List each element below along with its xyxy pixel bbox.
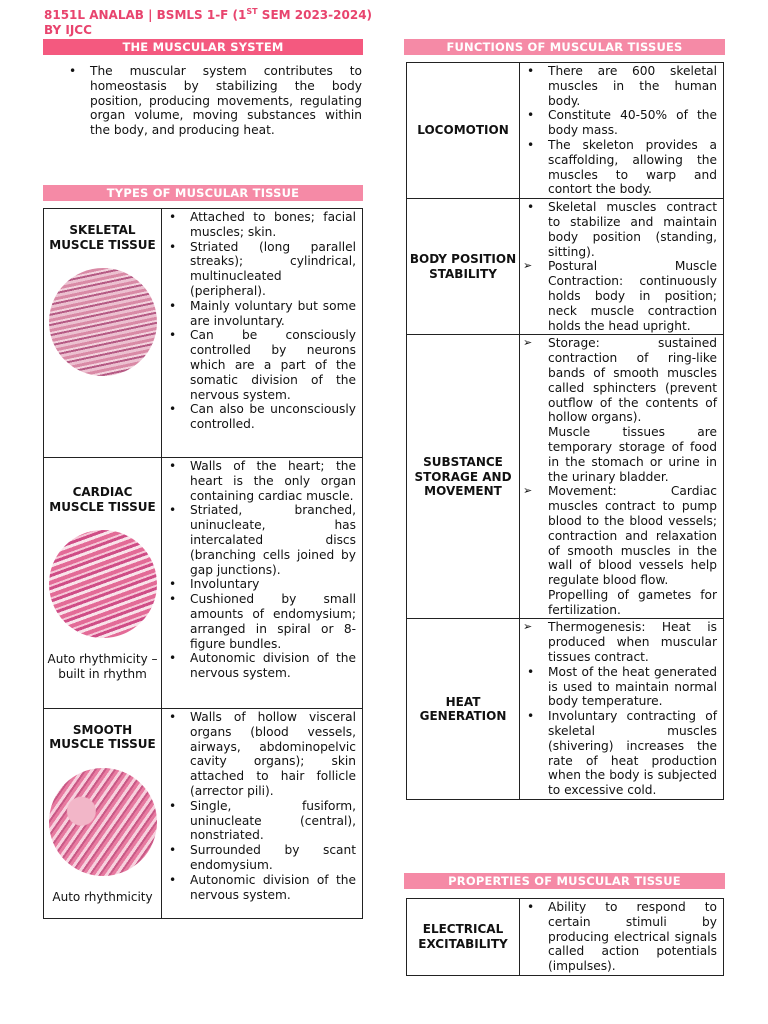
list-item: • Single, fusiform, uninucleate (central), nonstriated. bbox=[162, 799, 356, 843]
list-item: • Mainly voluntary but some are involuntary. bbox=[162, 299, 356, 329]
list-item: Muscle tissues are temporary storage of food in the stomach or urine in the urinary bladder. bbox=[548, 425, 717, 484]
smooth-micrograph-image bbox=[49, 768, 157, 876]
list-item: • Ability to respond to certain stimuli by producing electrical signals called action potentials (impulses). bbox=[520, 900, 717, 974]
function-name: SUBSTANCE STORAGE AND MOVEMENT bbox=[407, 335, 520, 619]
list-item: • Surrounded by scant endomysium. bbox=[162, 843, 356, 873]
intro-text: • The muscular system contributes to homeostasis by stabilizing the body position, producing movements, regulating organ volume, moving substances within the body, and producing heat. bbox=[62, 64, 362, 138]
list-item: • Striated (long parallel streaks); cylindrical, multinucleated (peripheral). bbox=[162, 240, 356, 299]
tissue-name: SMOOTH MUSCLE TISSUE bbox=[49, 722, 156, 752]
list-item: • Can be consciously controlled by neurons which are a part of the somatic division of the nervous system. bbox=[162, 328, 356, 402]
tissue-caption: Auto rhythmicity – built in rhythm bbox=[47, 652, 158, 681]
tissue-cell-smooth bbox=[44, 709, 162, 919]
list-item: • Involuntary bbox=[162, 577, 356, 592]
list-item: • Skeletal muscles contract to stabilize and maintain body position (standing, sitting). bbox=[520, 200, 717, 259]
list-item: • Constitute 40-50% of the body mass. bbox=[520, 108, 717, 138]
course-header bbox=[44, 8, 372, 22]
function-points bbox=[520, 199, 724, 335]
list-item: • There are 600 skeletal muscles in the human body. bbox=[520, 64, 717, 108]
tissue-points-cardiac bbox=[162, 458, 363, 709]
table-row bbox=[407, 63, 724, 199]
tissue-name: CARDIAC MUSCLE TISSUE bbox=[49, 485, 156, 514]
list-item: • Autonomic division of the nervous system. bbox=[162, 873, 356, 903]
course-superscript: ST bbox=[246, 7, 258, 16]
list-item: • Cushioned by small amounts of endomysium; arranged in spiral or 8-figure bundles. bbox=[162, 592, 356, 651]
list-item: Propelling of gametes for fertilization. bbox=[548, 587, 717, 617]
cardiac-micrograph-image bbox=[49, 530, 157, 638]
section-muscular-system: THE MUSCULAR SYSTEM bbox=[43, 39, 363, 55]
skeletal-micrograph-image bbox=[49, 268, 157, 376]
list-item: ➢ Storage: sustained contraction of ring-like bands of smooth muscles called sphincters (prevent outflow of the contents of hollow organs). bbox=[520, 336, 717, 425]
section-properties: PROPERTIES OF MUSCULAR TISSUE bbox=[404, 873, 725, 889]
list-item: • Walls of the heart; the heart is the only organ containing cardiac muscle. bbox=[162, 459, 356, 503]
list-item: ➢ Thermogenesis: Heat is produced when muscular tissues contract. bbox=[520, 620, 717, 664]
property-points bbox=[520, 899, 724, 976]
tissue-points-skeletal bbox=[162, 209, 363, 458]
function-points bbox=[520, 335, 724, 619]
function-points bbox=[520, 63, 724, 199]
function-name: LOCOMOTION bbox=[407, 63, 520, 199]
table-row bbox=[407, 899, 724, 976]
list-item: ➢ Movement: Cardiac muscles contract to pump blood to the blood vessels; contraction and relaxation of smooth muscles in the wall of blood vessels help regulate blood flow. bbox=[520, 484, 717, 588]
tissue-cell-cardiac bbox=[44, 458, 162, 709]
properties-table bbox=[406, 898, 724, 976]
types-table bbox=[43, 208, 363, 919]
functions-table bbox=[406, 62, 724, 800]
property-name: ELECTRICAL EXCITABILITY bbox=[407, 899, 520, 976]
function-points bbox=[520, 619, 724, 800]
list-item: ➢ Postural Muscle Contraction: continuously holds body in position; neck muscle contraction holds the head upright. bbox=[520, 259, 717, 333]
table-row bbox=[44, 209, 363, 458]
course-semester: SEM 2023-2024) bbox=[257, 8, 373, 22]
function-name: BODY POSITION STABILITY bbox=[407, 199, 520, 335]
list-item: • The skeleton provides a scaffolding, allowing the muscles to warp and contort the body. bbox=[520, 138, 717, 197]
tissue-cell-skeletal bbox=[44, 209, 162, 458]
tissue-caption: Auto rhythmicity bbox=[52, 889, 153, 904]
list-item: • Most of the heat generated is used to maintain normal body temperature. bbox=[520, 665, 717, 709]
table-row bbox=[407, 619, 724, 800]
list-item: • Striated, branched, uninucleate, has intercalated discs (branching cells joined by gap junctions). bbox=[162, 503, 356, 577]
function-name: HEAT GENERATION bbox=[407, 619, 520, 800]
list-item: • Autonomic division of the nervous system. bbox=[162, 651, 356, 681]
tissue-points-smooth bbox=[162, 709, 363, 919]
list-item: • Involuntary contracting of skeletal muscles (shivering) increases the rate of heat production when the body is subjected to excessive cold. bbox=[520, 709, 717, 798]
table-row bbox=[407, 335, 724, 619]
table-row bbox=[44, 709, 363, 919]
table-row bbox=[407, 199, 724, 335]
intro-list bbox=[62, 64, 362, 138]
course-code: 8151L ANALAB | BSMLS 1-F (1 bbox=[44, 8, 247, 22]
list-item: • Can also be unconsciously controlled. bbox=[162, 402, 356, 432]
list-item: • Attached to bones; facial muscles; skin. bbox=[162, 210, 356, 240]
author-line: BY IJCC bbox=[44, 23, 92, 37]
tissue-name: SKELETAL MUSCLE TISSUE bbox=[49, 223, 156, 252]
section-functions: FUNCTIONS OF MUSCULAR TISSUES bbox=[404, 39, 725, 55]
table-row bbox=[44, 458, 363, 709]
section-types: TYPES OF MUSCULAR TISSUE bbox=[43, 185, 363, 201]
list-item: • Walls of hollow visceral organs (blood vessels, airways, abdominopelvic cavity organs); skin attached to hair follicle (arrector pili). bbox=[162, 710, 356, 799]
